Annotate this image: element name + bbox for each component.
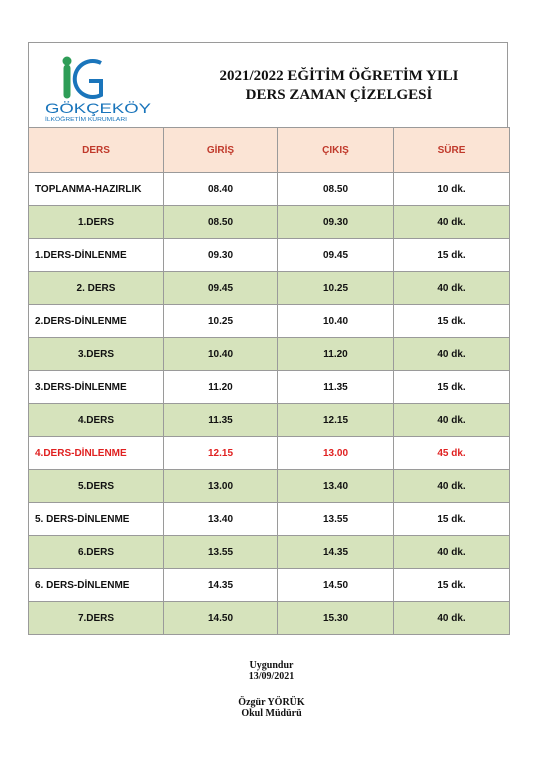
cell-cikis: 10.25: [278, 272, 394, 305]
cell-ders: 6. DERS-DİNLENME: [29, 569, 164, 602]
column-header-giris: GİRİŞ: [164, 128, 278, 173]
cell-cikis: 13.00: [278, 437, 394, 470]
column-header-sure: SÜRE: [394, 128, 510, 173]
cell-giris: 14.50: [164, 602, 278, 635]
signature-block: [0, 697, 543, 719]
cell-sure: 15 dk.: [394, 503, 510, 536]
column-header-cikis: ÇIKIŞ: [278, 128, 394, 173]
school-logo: [43, 51, 153, 123]
cell-giris: 11.35: [164, 404, 278, 437]
cell-cikis: 14.50: [278, 569, 394, 602]
approval-label: Uygundur: [249, 660, 294, 671]
cell-giris: 13.55: [164, 536, 278, 569]
cell-sure: 15 dk.: [394, 569, 510, 602]
cell-cikis: 09.30: [278, 206, 394, 239]
table-row: [29, 206, 510, 239]
table-row: [29, 602, 510, 635]
table-row: [29, 404, 510, 437]
cell-giris: 08.40: [164, 173, 278, 206]
table-row: [29, 437, 510, 470]
table-row: [29, 239, 510, 272]
cell-cikis: 11.35: [278, 371, 394, 404]
cell-sure: 15 dk.: [394, 239, 510, 272]
cell-ders: 1.DERS: [29, 206, 164, 239]
cell-ders: TOPLANMA-HAZIRLIK: [29, 173, 164, 206]
cell-sure: 40 dk.: [394, 272, 510, 305]
table-body: [29, 173, 510, 635]
cell-ders: 4.DERS: [29, 404, 164, 437]
table-header-row: [29, 128, 510, 173]
logo-subtitle: İLKÖĞRETİM KURUMLARI: [45, 117, 113, 123]
cell-cikis: 08.50: [278, 173, 394, 206]
cell-sure: 15 dk.: [394, 305, 510, 338]
cell-sure: 40 dk.: [394, 404, 510, 437]
cell-ders: 5.DERS: [29, 470, 164, 503]
cell-ders: 5. DERS-DİNLENME: [29, 503, 164, 536]
page-title: [179, 67, 499, 105]
cell-cikis: 14.35: [278, 536, 394, 569]
cell-giris: 13.00: [164, 470, 278, 503]
cell-sure: 40 dk.: [394, 602, 510, 635]
table-row: [29, 470, 510, 503]
table-row: [29, 305, 510, 338]
cell-giris: 14.35: [164, 569, 278, 602]
cell-ders: 7.DERS: [29, 602, 164, 635]
table-row: [29, 272, 510, 305]
cell-sure: 15 dk.: [394, 371, 510, 404]
signer-name: Özgür YÖRÜK: [238, 697, 305, 708]
table-row: [29, 569, 510, 602]
cell-ders: 2. DERS: [29, 272, 164, 305]
cell-cikis: 11.20: [278, 338, 394, 371]
schedule-table: [28, 127, 510, 635]
cell-cikis: 12.15: [278, 404, 394, 437]
logo-mark-icon: [43, 51, 153, 123]
cell-giris: 10.40: [164, 338, 278, 371]
cell-cikis: 10.40: [278, 305, 394, 338]
signer-role: Okul Müdürü: [241, 708, 302, 719]
column-header-ders: DERS: [29, 128, 164, 173]
cell-cikis: 15.30: [278, 602, 394, 635]
table-row: [29, 371, 510, 404]
cell-ders: 6.DERS: [29, 536, 164, 569]
cell-sure: 40 dk.: [394, 470, 510, 503]
cell-giris: 09.45: [164, 272, 278, 305]
table-row: [29, 173, 510, 206]
schedule-sheet: [28, 42, 508, 635]
table-row: [29, 503, 510, 536]
cell-ders: 3.DERS: [29, 338, 164, 371]
cell-sure: 45 dk.: [394, 437, 510, 470]
cell-cikis: 13.40: [278, 470, 394, 503]
cell-sure: 10 dk.: [394, 173, 510, 206]
cell-cikis: 13.55: [278, 503, 394, 536]
cell-ders: 3.DERS-DİNLENME: [29, 371, 164, 404]
cell-giris: 08.50: [164, 206, 278, 239]
cell-giris: 09.30: [164, 239, 278, 272]
cell-giris: 13.40: [164, 503, 278, 536]
cell-ders: 4.DERS-DİNLENME: [29, 437, 164, 470]
cell-giris: 10.25: [164, 305, 278, 338]
cell-cikis: 09.45: [278, 239, 394, 272]
approval-date: 13/09/2021: [248, 671, 295, 682]
cell-giris: 12.15: [164, 437, 278, 470]
table-row: [29, 338, 510, 371]
cell-giris: 11.20: [164, 371, 278, 404]
logo-name: GÖKÇEKÖY: [45, 100, 126, 116]
sheet-header: [28, 42, 508, 127]
cell-ders: 2.DERS-DİNLENME: [29, 305, 164, 338]
cell-sure: 40 dk.: [394, 206, 510, 239]
cell-ders: 1.DERS-DİNLENME: [29, 239, 164, 272]
table-row: [29, 536, 510, 569]
approval-block: [0, 660, 543, 682]
title-line-2: DERS ZAMAN ÇİZELGESİ: [245, 87, 433, 103]
cell-sure: 40 dk.: [394, 338, 510, 371]
cell-sure: 40 dk.: [394, 536, 510, 569]
title-line-1: 2021/2022 EĞİTİM ÖĞRETİM YILI: [219, 68, 459, 84]
